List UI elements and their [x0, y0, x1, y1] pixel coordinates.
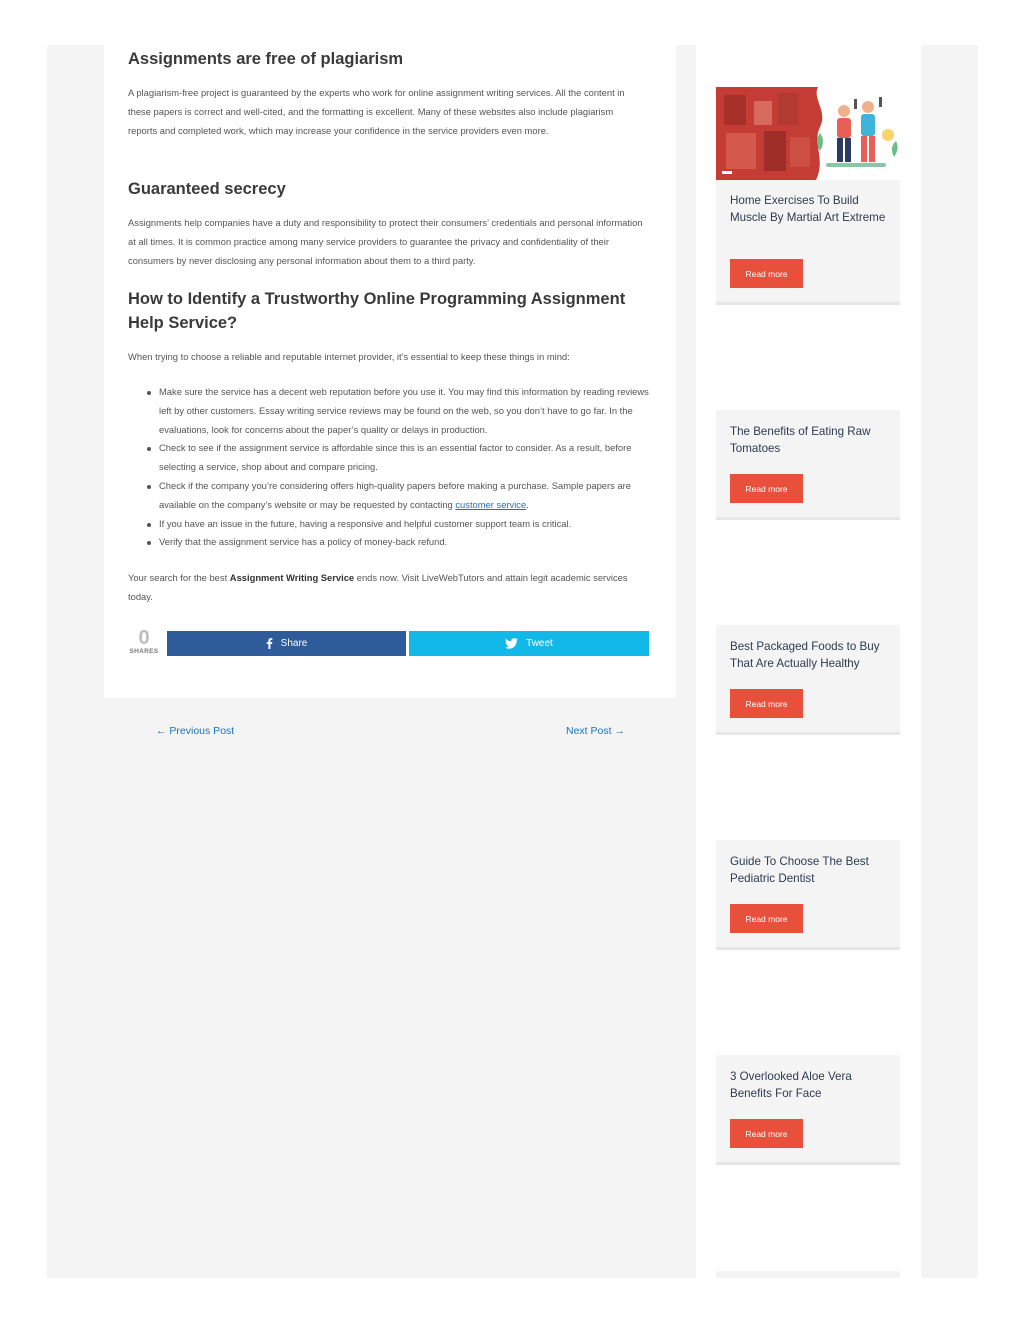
card-title-link[interactable]: 3 Overlooked Aloe Vera Benefits For Face — [730, 1070, 852, 1100]
twitter-icon — [505, 638, 518, 649]
next-post-link[interactable]: Next Post → — [566, 725, 625, 737]
sidebar-card — [716, 180, 900, 305]
right-margin-background — [921, 45, 978, 1278]
twitter-share-button[interactable] — [409, 631, 649, 656]
previous-post-link[interactable]: ← Previous Post — [156, 725, 235, 737]
card-title-link[interactable]: Home Exercises To Build Muscle By Martial Art Extreme — [730, 194, 886, 224]
sidebar-card — [716, 1055, 900, 1165]
sidebar-card-partial — [716, 1271, 900, 1278]
tips-list — [128, 383, 651, 552]
paragraph-secrecy: Assignments help companies have a duty and responsibility to protect their consumers’ credentials and personal information at all times. It is common practice among many service providers to guarantee the privacy and confidentiality of their consumers by never disclosing any personal information about them to a third party. — [128, 217, 643, 266]
share-count-number: 0 — [138, 627, 150, 649]
heading-plagiarism: Assignments are free of plagiarism — [128, 50, 404, 68]
closing-bold-text: Assignment Writing Service — [229, 572, 355, 583]
list-item: Make sure the service has a decent web reputation before you use it. You may find this information by reading reviews left by other customers. Essay writing service reviews may be found on the web, so you don’t have to go far. In the evaluations, look for concerns about the paper’s quality or delays in production. — [159, 383, 651, 439]
heading-identify: How to Identify a Trustworthy Online Programming Assignment Help Service? — [128, 290, 626, 332]
card-title-link[interactable]: Best Packaged Foods to Buy That Are Actually Healthy — [730, 640, 880, 670]
customer-service-link[interactable]: customer service — [455, 498, 527, 510]
list-item: If you have an issue in the future, having a responsive and helpful customer support team is critical. — [159, 515, 651, 534]
read-more-button[interactable]: Read more — [730, 904, 803, 933]
facebook-share-button[interactable] — [167, 631, 406, 656]
share-counter — [128, 628, 160, 655]
card-title-link[interactable]: Guide To Choose The Best Pediatric Dentist — [730, 855, 869, 885]
paragraph-closing: Your search for the best Assignment Writing Service ends now. Visit LiveWebTutors and attain legit academic services today. — [128, 572, 628, 602]
read-more-button[interactable]: Read more — [730, 1119, 803, 1148]
card-title-link[interactable]: The Benefits of Eating Raw Tomatoes — [730, 425, 871, 455]
read-more-button[interactable]: Read more — [730, 474, 803, 503]
facebook-share-label: Share — [280, 638, 308, 649]
read-more-button[interactable]: Read more — [730, 689, 803, 718]
list-item: Check to see if the assignment service is affordable since this is an essential factor to consider. As a result, before selecting a service, shop about and compare pricing. — [159, 439, 651, 477]
twitter-share-label: Tweet — [526, 638, 553, 649]
card-thumbnail-image[interactable] — [716, 87, 900, 180]
list-item: Verify that the assignment service has a policy of money-back refund. — [159, 533, 651, 552]
read-more-button[interactable]: Read more — [730, 259, 803, 288]
paragraph-intro: When trying to choose a reliable and reputable internet provider, it’s essential to keep these things in mind: — [128, 351, 570, 362]
share-count-label: SHARES — [129, 648, 159, 655]
sidebar-card — [716, 625, 900, 735]
sidebar-card — [716, 840, 900, 950]
sidebar-card — [716, 410, 900, 520]
facebook-icon — [266, 638, 273, 649]
paragraph-plagiarism: A plagiarism-free project is guaranteed by the experts who work for online assignment writing services. All the content in these papers is correct and well-cited, and the formatting is excellent. Many of these websites also include plagiarism reports and completed work, which may increase your confidence in the service providers even more. — [128, 87, 625, 136]
list-item: Check if the company you’re considering offers high-quality papers before making a purchase. Sample papers are available on the company’s website or may be requested by contacting customer service. — [159, 477, 651, 515]
heading-secrecy: Guaranteed secrecy — [128, 180, 286, 198]
